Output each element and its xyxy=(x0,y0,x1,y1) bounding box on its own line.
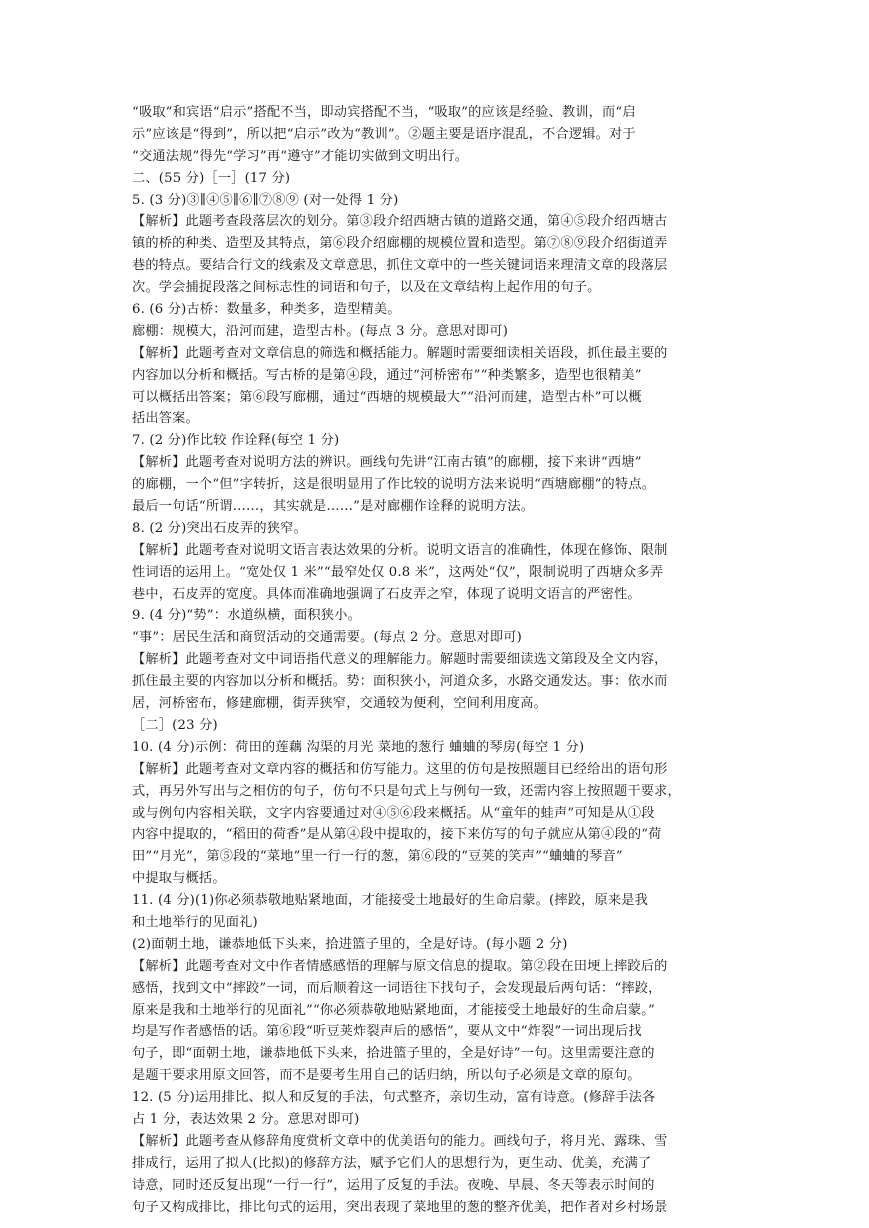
section-heading: 二、(55 分)［一］(17 分) xyxy=(132,170,291,186)
text-line: 是题干要求用原文回答，而不是要考生用自己的话归纳，所以句子必须是文章的原句。 xyxy=(132,1068,641,1084)
text-line: 式，再另外写出与之相仿的句子，仿句不只是句式上与例句一致，还需内容上按照题干要求， xyxy=(132,783,681,799)
analysis-line: 【解析】此题考查对文中词语指代意义的理解能力。解题时需要细读选文第段及全文内容， xyxy=(132,652,668,668)
text-line: 最后一句话“所谓……，其实就是……”是对廊棚作诠释的说明方法。 xyxy=(132,499,535,515)
text-line: 句子又构成排比，排比句式的运用，突出表现了菜地里的葱的整齐优美，把作者对乡村场景 xyxy=(132,1199,668,1215)
analysis-line: 【解析】此题考查对说明文语言表达效果的分析。说明文语言的准确性，体现在修饰、限制 xyxy=(132,542,668,558)
question-9-answer: 9. (4 分)“势”：水道纵横，面积狭小。 xyxy=(132,608,361,624)
text-line: 句子，即“面朝土地，谦恭地低下头来，拾进篮子里的，全是好诗”一句。这里需要注意的 xyxy=(132,1046,655,1062)
analysis-line: 【解析】此题考查对文章信息的筛选和概括能力。解题时需要细读相关语段，抓住最主要的 xyxy=(132,345,668,361)
text-line: 内容加以分析和概括。写古桥的是第④段，通过“河桥密布”“种类繁多，造型也很精美” xyxy=(132,367,642,383)
question-10-answer: 10. (4 分)示例：荷田的莲藕 沟渠的月光 菜地的葱行 蛐蛐的琴房(每空 1 分) xyxy=(132,739,585,755)
section-heading: ［二］(23 分) xyxy=(132,717,218,733)
text-line: (2)面朝土地，谦恭地低下头来，拾进篮子里的，全是好诗。(每小题 2 分) xyxy=(132,936,568,952)
answer-key-text xyxy=(132,102,742,1218)
text-line: 次。学会捕捉段落之间标志性的词语和句子，以及在文章结构上起作用的句子。 xyxy=(132,280,601,296)
text-line: “交通法规”得先“学习”再“遵守”才能切实做到文明出行。 xyxy=(132,148,469,164)
text-line: 和土地举行的见面礼) xyxy=(132,914,258,930)
text-line: 原来是我和土地举行的见面礼”“你必须恭敬地贴紧地面，才能接受土地最好的生命启蒙。” xyxy=(132,1002,655,1018)
text-line: 巷的特点。要结合行文的线索及文章意思，抓住文章中的一些关键词语来理清文章的段落层 xyxy=(132,258,668,274)
question-11-answer: 11. (4 分)(1)你必须恭敬地贴紧地面，才能接受土地最好的生命启蒙。(摔跤，原来是我 xyxy=(132,893,649,909)
question-7-answer: 7. (2 分)作比较 作诠释(每空 1 分) xyxy=(132,433,340,449)
text-line: 居，河桥密布，修建廊棚，街弄狭窄，交通较为便利，空间利用度高。 xyxy=(132,696,548,712)
text-line: 均是写作者感悟的话。第⑥段“听豆荚炸裂声后的感悟”，要从文中“炸裂”一词出现后找 xyxy=(132,1024,642,1040)
text-line: 或与例句内容相关联，文字内容要通过对④⑤⑥段来概括。从“童年的蛙声”可知是从①段 xyxy=(132,805,655,821)
question-8-answer: 8. (2 分)突出石皮弄的狭窄。 xyxy=(132,520,307,536)
text-line: 诗意，同时还反复出现“一行一行”，运用了反复的手法。夜晚、早晨、冬天等表示时间的 xyxy=(132,1177,655,1193)
analysis-line: 【解析】此题考查对文章内容的概括和仿写能力。这里的仿句是按照题目已经给出的语句形 xyxy=(132,761,668,777)
text-line: 镇的桥的种类、造型及其特点，第⑥段介绍廊棚的规模位置和造型。第⑦⑧⑨段介绍街道弄 xyxy=(132,236,668,252)
text-line: 占 1 分，表达效果 2 分。意思对即可) xyxy=(132,1111,360,1127)
text-line: 抓住最主要的内容加以分析和概括。势：面积狭小，河道众多，水路交通发达。事：依水而 xyxy=(132,674,668,690)
text-line: “事”：居民生活和商贸活动的交通需要。(每点 2 分。意思对即可) xyxy=(132,630,523,646)
text-line: “吸取”和宾语“启示”搭配不当，即动宾搭配不当，“吸取”的应该是经验、教训，而“启 xyxy=(132,105,636,120)
analysis-line: 【解析】此题考查段落层次的划分。第③段介绍西塘古镇的道路交通，第④⑤段介绍西塘古 xyxy=(132,214,668,230)
text-line: 示”应该是“得到”，所以把“启示”改为“教训”。②题主要是语序混乱，不合逻辑。对于 xyxy=(132,126,636,142)
text-line: 可以概括出答案；第⑥段写廊棚，通过“西塘的规模最大”“沿河而建，造型古朴”可以概 xyxy=(132,389,642,405)
analysis-line: 【解析】此题考查对说明方法的辨识。画线句先讲“江南古镇”的廊棚，接下来讲“西塘” xyxy=(132,455,642,471)
text-line: 中提取与概括。 xyxy=(132,871,226,887)
text-line: 巷中，石皮弄的宽度。具体而准确地强调了石皮弄之窄，体现了说明文语言的严密性。 xyxy=(132,586,641,602)
question-5-answer: 5. (3 分)③∥④⑤∥⑥∥⑦⑧⑨ (对一处得 1 分) xyxy=(132,192,399,208)
question-12-answer: 12. (5 分)运用排比、拟人和反复的手法，句式整齐，亲切生动，富有诗意。(修辞手法各 xyxy=(132,1090,656,1106)
text-line: 括出答案。 xyxy=(132,411,199,427)
question-6-answer: 6. (6 分)古桥：数量多，种类多，造型精美。 xyxy=(132,302,401,318)
analysis-line: 【解析】此题考查从修辞角度赏析文章中的优美语句的能力。画线句子，将月光、露珠、雪 xyxy=(132,1133,668,1149)
text-line: 排成行，运用了拟人(比拟)的修辞方法，赋予它们人的思想行为，更生动、优美，充满了 xyxy=(132,1155,652,1171)
text-line: 田”“月光”，第⑤段的“菜地”里一行一行的葱，第⑥段的“豆荚的笑声”“蛐蛐的琴音” xyxy=(132,849,623,865)
text-line: 感悟，找到文中“摔跤”一词，而后顺着这一词语往下找句子，会发现最后两句话：“摔跤， xyxy=(132,980,662,996)
text-line: 的廊棚，一个“但”字转折，这是很明显用了作比较的说明方法来说明“西塘廊棚”的特点。 xyxy=(132,477,656,493)
text-line: 性词语的运用上。“宽处仅 1 米”“最窄处仅 0.8 米”，这两处“仅”，限制说明了西塘众多弄 xyxy=(132,564,664,580)
text-line: 内容中提取的，“稻田的荷香”是从第④段中提取的，接下来仿写的句子就应从第④段的“荷 xyxy=(132,827,662,843)
analysis-line: 【解析】此题考查对文中作者情感感悟的理解与原文信息的提取。第②段在田埂上摔跤后的 xyxy=(132,958,668,974)
text-line: 廊棚：规模大，沿河而建，造型古朴。(每点 3 分。意思对即可) xyxy=(132,323,509,339)
